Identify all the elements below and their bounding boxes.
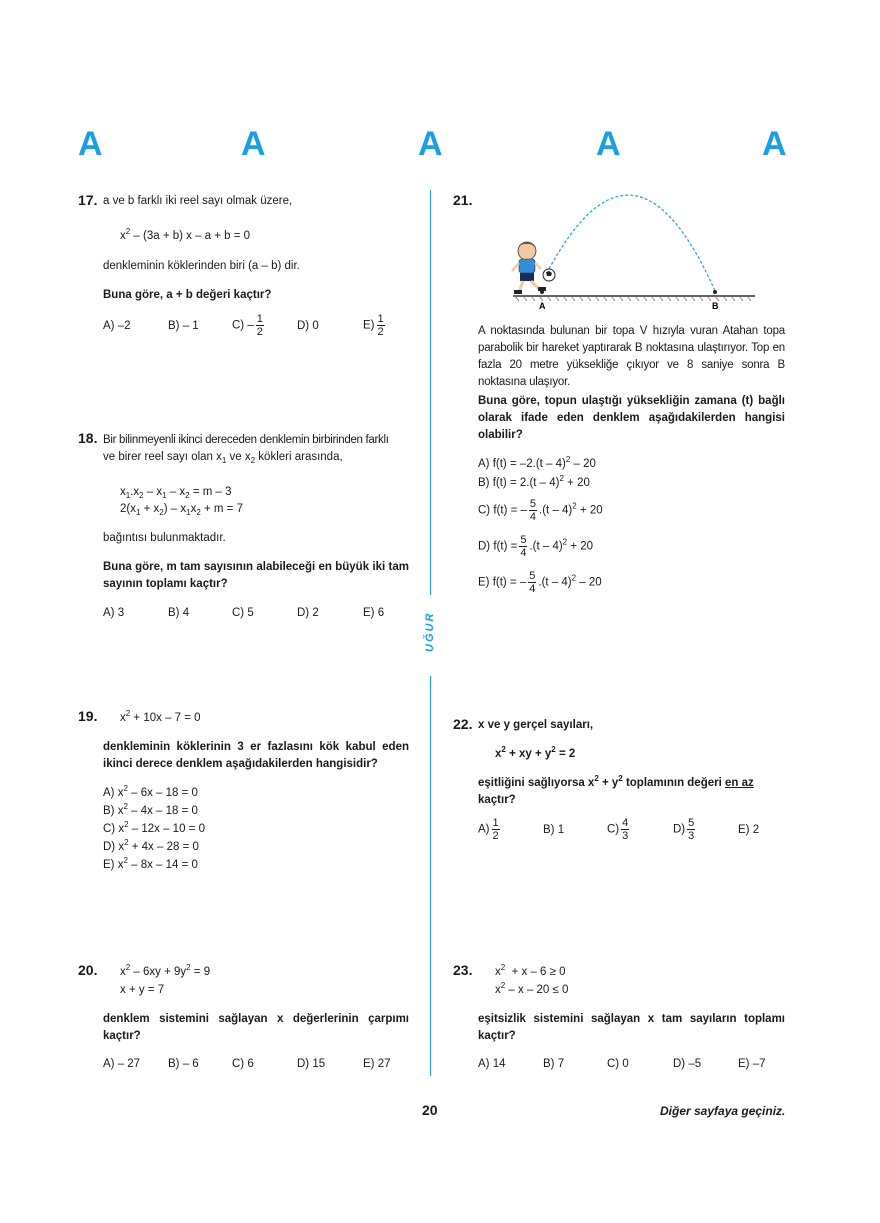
column-divider <box>430 190 431 595</box>
option-b[interactable]: B) – 6 <box>168 1058 199 1070</box>
question-number: 19. <box>78 708 98 724</box>
option-d[interactable]: D) –5 <box>673 1058 702 1070</box>
question-number: 17. <box>78 192 98 208</box>
question-text: A noktasında bulunan bir topa V hızıyla vuran Atahan topa parabolik bir hareket yaptırarak B noktasına ulaştırıyor. Top en fazla 20 metre yüksekliğe çıkıyor ve 8 saniye sonra B noktasına ulaşıyor. <box>478 325 785 388</box>
option-c[interactable]: C) $x^2 - 12x - 10 = 0$ <box>103 820 205 835</box>
option-c[interactable]: C) – $\frac{1}{2}$ <box>232 313 263 338</box>
inequality-2: $x^2 - x - 20 \le 0$ <box>495 981 569 996</box>
question-intro-2: ve birer reel sayı olan $x_1$ ve $x_2$ kökleri arasında, <box>103 451 343 465</box>
option-a[interactable]: A) $\frac{1}{2}$ <box>478 817 499 842</box>
point-a-marker <box>540 290 544 294</box>
option-c[interactable]: C) 0 <box>607 1058 629 1070</box>
equation: $x^2 + 10x - 7 = 0$ <box>120 709 201 724</box>
equation: $x^2$ + xy + $y^2 = 2$ <box>495 745 576 760</box>
option-c[interactable]: C) 5 <box>232 607 254 619</box>
booklet-letter: A <box>418 125 443 163</box>
point-a-label: A <box>539 301 546 311</box>
point-b-marker <box>713 290 717 294</box>
option-b[interactable]: B) f(t) = 2.(t – 4)$^2$ + 20 <box>478 474 590 489</box>
column-divider <box>430 676 431 1076</box>
point-b-label: B <box>712 301 719 311</box>
side-label: UĞUR <box>424 611 436 652</box>
option-a[interactable]: A) – 27 <box>103 1058 141 1070</box>
question-intro: a ve b farklı iki reel sayı olmak üzere, <box>103 195 293 207</box>
option-d[interactable]: D) 0 <box>297 320 319 332</box>
option-b[interactable]: B) 7 <box>543 1058 565 1070</box>
trajectory-path <box>549 195 715 291</box>
question-prompt: Buna göre, a + b değeri kaçtır? <box>103 289 272 301</box>
question-intro: Bir bilinmeyenli ikinci dereceden denklemin birbirinden farklı <box>103 434 389 446</box>
option-c[interactable]: C) $\frac{4}{3}$ <box>607 817 629 842</box>
booklet-letter: A <box>596 125 621 163</box>
question-prompt: Buna göre, topun ulaştığı yüksekliğin zamana (t) bağlı olarak ifade eden denklem aşağıdakilerden hangisi olabilir? <box>478 395 785 441</box>
question-number: 23. <box>453 962 473 978</box>
question-number: 20. <box>78 962 98 978</box>
option-e[interactable]: E) f(t) = – $\frac{5}{4}$ .(t – 4)$^2$ – 20 <box>478 570 602 595</box>
question-intro: x ve y gerçel sayıları, <box>478 719 594 731</box>
option-b[interactable]: B) $x^2 - 4x - 18 = 0$ <box>103 802 198 817</box>
question-number: 21. <box>453 192 473 208</box>
trajectory-figure <box>505 185 765 315</box>
option-a[interactable]: A) 3 <box>103 607 125 619</box>
option-e[interactable]: E) 2 <box>738 824 760 836</box>
option-c[interactable]: C) 6 <box>232 1058 254 1070</box>
option-a[interactable]: A) f(t) = –2.(t – 4)$^2$ – 20 <box>478 455 596 470</box>
option-e[interactable]: E) –7 <box>738 1058 766 1070</box>
equation-2: x + y = 7 <box>120 984 165 996</box>
option-a[interactable]: A) $x^2 - 6x - 18 = 0$ <box>103 784 198 799</box>
option-e[interactable]: E) 27 <box>363 1058 391 1070</box>
question-number: 22. <box>453 716 473 732</box>
option-c[interactable]: C) f(t) = – $\frac{5}{4}$ .(t – 4)$^2$ + 20 <box>478 498 603 523</box>
option-e[interactable]: E) $x^2 - 8x - 14 = 0$ <box>103 856 198 871</box>
equation-1: $x^2 - 6xy + 9y^2 = 9$ <box>120 963 211 978</box>
option-d[interactable]: D) 2 <box>297 607 319 619</box>
page-number: 20 <box>422 1102 438 1118</box>
inequality-1: $x^2 + x - 6 \ge 0$ <box>495 963 566 978</box>
option-d[interactable]: D) 15 <box>297 1058 326 1070</box>
question-prompt: eşitliğini sağlıyorsa $x^2 + y^2$ toplamının değeri en az kaçtır? <box>478 774 754 806</box>
option-d[interactable]: D) $\frac{5}{3}$ <box>673 817 695 842</box>
option-d[interactable]: D) $x^2 + 4x - 28 = 0$ <box>103 838 199 853</box>
option-a[interactable]: A) –2 <box>103 320 131 332</box>
relation-2: $2(x_1 + x_2) - x_1x_2 + m = 7$ <box>120 503 243 517</box>
option-e[interactable]: E) $\frac{1}{2}$ <box>363 313 384 338</box>
question-prompt: Buna göre, m tam sayısının alabileceği en büyük iki tam sayının toplamı kaçtır? <box>103 561 409 590</box>
next-page-note: Diğer sayfaya geçiniz. <box>660 1104 786 1118</box>
option-b[interactable]: B) 4 <box>168 607 190 619</box>
question-text: denkleminin köklerinden biri (a – b) dir. <box>103 260 300 272</box>
question-prompt: denklem sistemini sağlayan x değerlerinin çarpımı kaçtır? <box>103 1013 409 1042</box>
booklet-letter: A <box>762 125 787 163</box>
equation: $x^2 - (3a + b)$ x – a + b = 0 <box>120 227 251 242</box>
option-b[interactable]: B) – 1 <box>168 320 199 332</box>
booklet-letter: A <box>78 125 103 163</box>
question-number: 18. <box>78 430 98 446</box>
kicker-figure <box>512 242 546 294</box>
question-text: bağıntısı bulunmaktadır. <box>103 532 226 544</box>
option-e[interactable]: E) 6 <box>363 607 385 619</box>
option-d[interactable]: D) f(t) = $\frac{5}{4}$ .(t – 4)$^2$ + 20 <box>478 534 594 559</box>
option-a[interactable]: A) 14 <box>478 1058 506 1070</box>
relation-1: $x_1.x_2 - x_1 - x_2 = m - 3$ <box>120 486 232 500</box>
booklet-letter: A <box>241 125 266 163</box>
question-prompt: denkleminin köklerinin 3 er fazlasını kök kabul eden ikinci derece denklem aşağıdakilerden hangisidir? <box>103 741 409 770</box>
option-b[interactable]: B) 1 <box>543 824 565 836</box>
question-prompt: eşitsizlik sistemini sağlayan x tam sayıların toplamı kaçtır? <box>478 1013 785 1042</box>
